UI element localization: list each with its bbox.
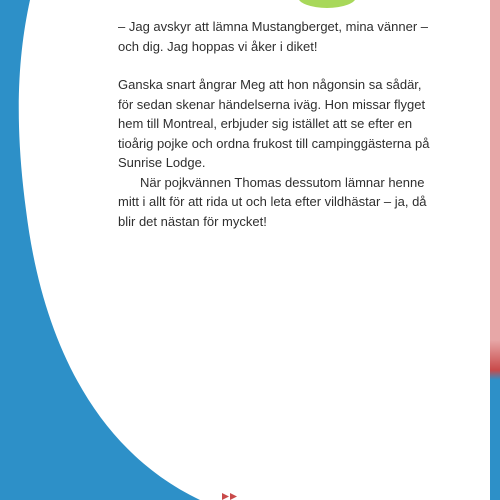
back-cover-text (118, 17, 438, 231)
closing-paragraph: När pojkvännen Thomas dessutom lämnar henne mitt i allt för att rida ut och leta efter vildhästar – ja, då blir det nästan för mycket! (118, 174, 427, 229)
dialogue-paragraph: – Jag avskyr att lämna Mustangberget, mina vänner – och dig. Jag hoppas vi åker i diket! (118, 19, 428, 54)
red-arrow-icon (222, 493, 238, 500)
right-edge-strip (490, 0, 500, 500)
summary-paragraph: Ganska snart ångrar Meg att hon någonsin sa sådär, för sedan skenar händelserna iväg. Hon missar flyget hem till Montreal, erbjuder sig istället att se efter en tioårig pojke och ordna frukost till campinggästerna på Sunrise Lodge. (118, 77, 430, 170)
